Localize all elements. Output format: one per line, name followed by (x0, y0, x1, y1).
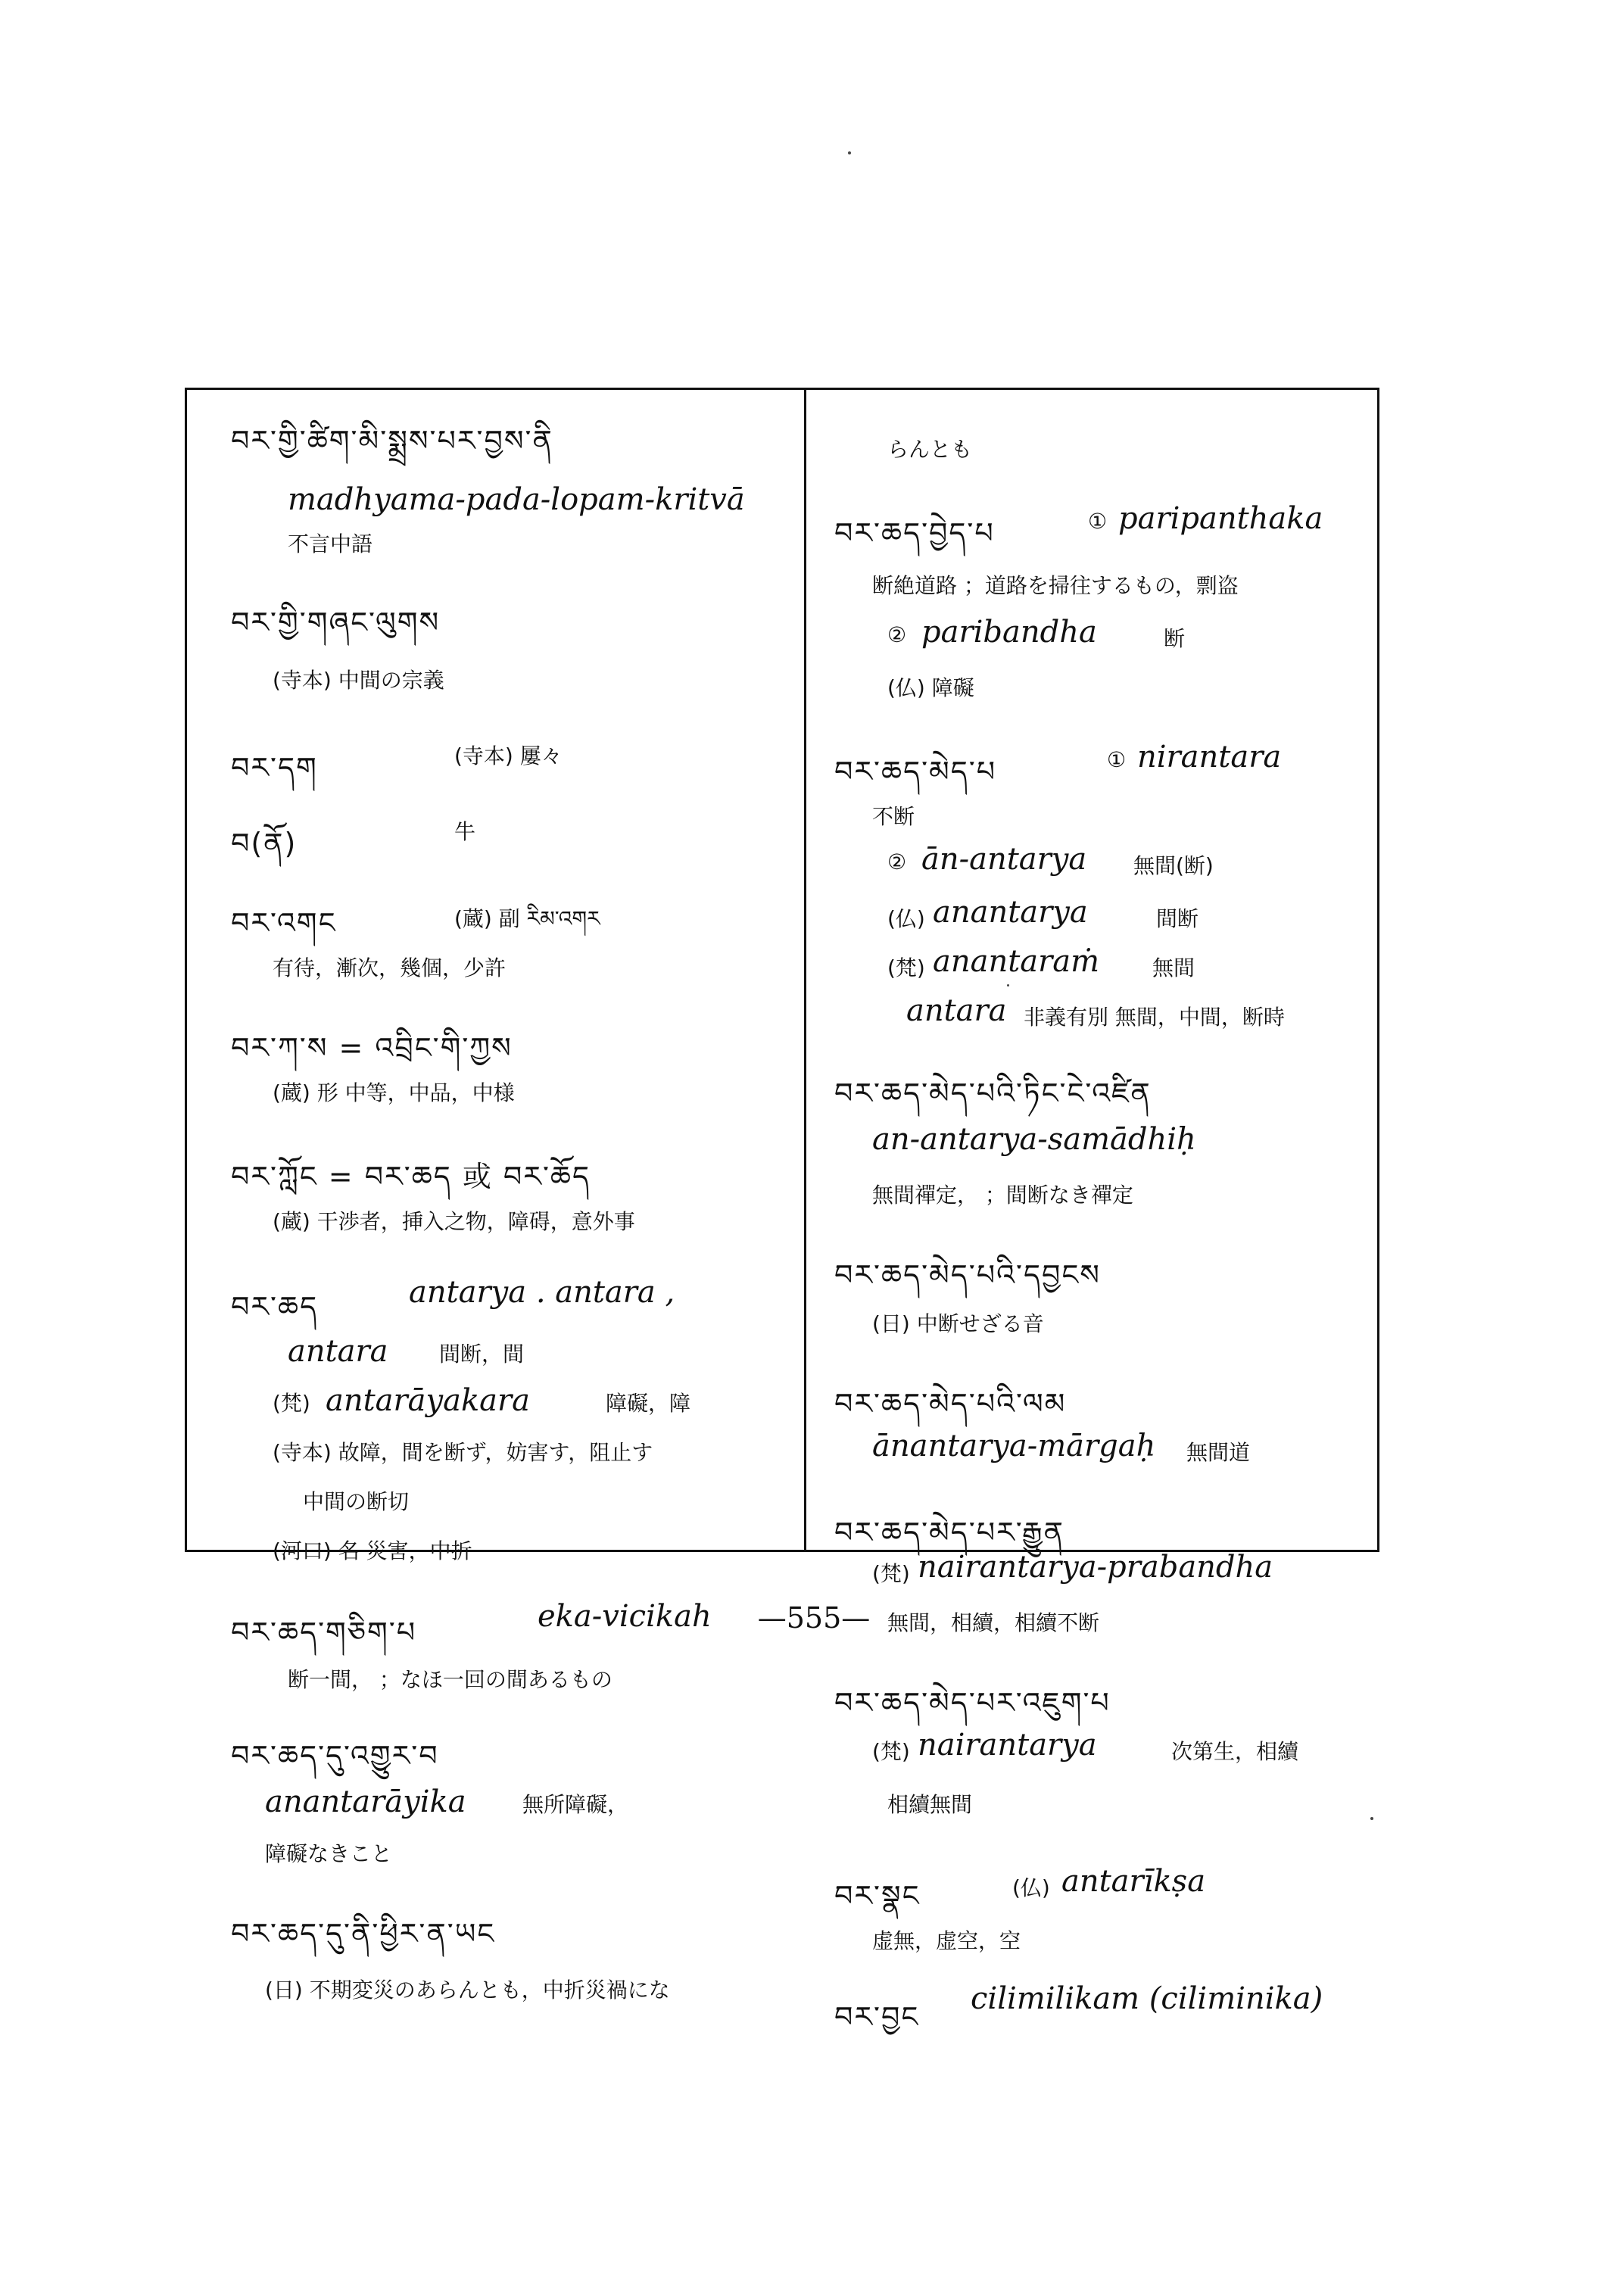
japanese-gloss: (日) 中断せざる音 (872, 1311, 1044, 1336)
japanese-gloss: 障礙なきこと (265, 1841, 393, 1866)
japanese-gloss: ① (1088, 509, 1108, 534)
sanskrit-term: paribandha (921, 615, 1097, 650)
sanskrit-term: nirantara (1137, 740, 1282, 775)
japanese-gloss: (寺本) 故障，間を断ず，妨害す，阻止す (273, 1440, 653, 1465)
japanese-gloss: 中間の断切 (303, 1489, 410, 1514)
tibetan-headword: བར་ཆད་གཅིག་པ (231, 1616, 417, 1649)
tibetan-headword: བར་ཆད་མེད་པའི་ལམ (834, 1387, 1067, 1420)
sanskrit-term: madhyama-pada-lopam-kritvā (288, 482, 745, 517)
japanese-gloss: 無間禪定， ；間断なき禪定 (872, 1183, 1133, 1208)
tibetan-headword: བར་གྱི་ཚིག་མི་སྨྲས་པར་བྱས་ནི (231, 424, 553, 457)
japanese-gloss: ② (887, 622, 907, 647)
scan-speck (1370, 1817, 1373, 1820)
right-column (819, 388, 1372, 2034)
japanese-gloss: 障礙，障 (606, 1391, 691, 1416)
page-number: —555— (757, 1601, 871, 1635)
tibetan-headword: བར་ཆད་མེད་པར་འཇུག་པ (834, 1686, 1111, 1719)
tibetan-headword: བར་ཆད་དུ་ནི་ཕྱིར་ན་ཡང (231, 1917, 496, 1950)
japanese-gloss: (仏) 障礙 (887, 675, 974, 700)
japanese-gloss: (河口) 名 災害，中折 (273, 1538, 472, 1563)
japanese-gloss: (梵) (273, 1391, 310, 1416)
tibetan-headword: བར་ཆད་མེད་པའི་ཏིང་ངེ་འཛིན (834, 1077, 1152, 1110)
japanese-gloss: 有待，漸次，幾個，少許 (273, 955, 507, 980)
tibetan-headword: བར་ཆད་མེད་པ (834, 755, 997, 788)
sanskrit-term: paripanthaka (1118, 501, 1323, 536)
japanese-gloss: (仏) (887, 906, 925, 931)
tibetan-headword: བར་ཆད (231, 1290, 319, 1323)
sanskrit-term: ānantarya-mārgaḥ (872, 1429, 1156, 1463)
japanese-gloss: ② (887, 849, 907, 874)
tibetan-headword: བར་ཆད་མེད་པར་རྒྱུན (834, 1516, 1064, 1549)
japanese-gloss: らんとも (887, 437, 973, 462)
japanese-gloss: 断 (1164, 626, 1186, 651)
sanskrit-term: nairantarya-prabandha (918, 1550, 1273, 1585)
sanskrit-term: an-antarya-samādhiḥ (872, 1122, 1196, 1157)
japanese-gloss: 虚無，虚空，空 (872, 1928, 1021, 1953)
japanese-gloss: (蔵) 副 རིམ་འགར (454, 906, 600, 931)
japanese-gloss: 不断 (872, 804, 915, 829)
sanskrit-term: cilimilikam (ciliminika) (971, 1981, 1323, 2016)
tibetan-headword: བར་ཆད་མེད་པའི་དབྱངས (834, 1258, 1101, 1292)
japanese-gloss: (日) 不期変災のあらんとも，中折災禍にな (265, 1978, 670, 2003)
tibetan-headword: བར་བྱང (834, 2000, 920, 2034)
japanese-gloss: (梵) (887, 955, 925, 980)
japanese-gloss: (仏) (1012, 1875, 1050, 1900)
column-divider (804, 388, 806, 1552)
japanese-gloss: (梵) (872, 1561, 910, 1586)
japanese-gloss: 不言中語 (288, 531, 373, 556)
japanese-gloss: 相續無間 (887, 1792, 973, 1817)
japanese-gloss: (梵) (872, 1739, 910, 1764)
japanese-gloss: 断絶道路 ；道路を掃往するもの，剽盗 (872, 573, 1239, 598)
japanese-gloss: 無間道 (1186, 1440, 1251, 1465)
japanese-gloss: ① (1107, 747, 1127, 772)
sanskrit-term: antarāyakara (326, 1383, 530, 1418)
japanese-gloss: 間断 (1156, 906, 1199, 931)
sanskrit-term: antara (906, 993, 1007, 1028)
sanskrit-term: nairantarya (918, 1728, 1097, 1763)
sanskrit-term: anantarāyika (265, 1784, 466, 1819)
tibetan-headword: བར་ཀ་ས = འབྲིང་གི་ཀྱས (231, 1031, 513, 1064)
japanese-gloss: (寺本) 屢々 (454, 743, 563, 768)
tibetan-headword: བར་གྱི་གཞང་ལུགས (231, 606, 441, 639)
japanese-gloss: 非義有別 無間，中間，断時 (1024, 1005, 1285, 1030)
japanese-gloss: 無間(断) (1133, 853, 1214, 878)
japanese-gloss: 無所障礙， (522, 1792, 629, 1817)
sanskrit-term: ān-antarya (921, 842, 1087, 877)
scan-speck (1007, 984, 1009, 986)
japanese-gloss: (寺本) 中間の宗義 (273, 668, 444, 693)
scan-speck (848, 151, 851, 154)
japanese-gloss: 間断，間 (439, 1342, 525, 1367)
japanese-gloss: (蔵) 干渉者，挿入之物，障碍，意外事 (273, 1209, 635, 1234)
sanskrit-term: anantaraṁ (933, 944, 1100, 979)
japanese-gloss: 無間 (1152, 955, 1195, 980)
sanskrit-term: antarya . antara , (409, 1275, 675, 1310)
tibetan-headword: བར་ཆད་དུ་འགྱུར་བ (231, 1739, 439, 1772)
japanese-gloss: 次第生，相續 (1171, 1739, 1299, 1764)
tibetan-headword: བ(ནོ) (231, 827, 298, 860)
japanese-gloss: 断一間， ；なほ一回の間あるもの (288, 1667, 613, 1692)
tibetan-headword: བར་སྣང (834, 1879, 921, 1912)
sanskrit-term: antarīkṣa (1061, 1864, 1206, 1899)
japanese-gloss: (蔵) 形 中等，中品，中様 (273, 1080, 515, 1105)
japanese-gloss: 無間，相續，相續不断 (887, 1610, 1100, 1635)
tibetan-headword: བར་ཆད་བྱེད་པ (834, 516, 995, 550)
tibetan-headword: བར་དག (231, 751, 318, 784)
tibetan-headword: བར་ཀློང = བར་ཆད 或 བར་ཆོད (231, 1160, 591, 1193)
left-column (204, 388, 795, 2003)
tibetan-headword: བར་འགང (231, 906, 337, 940)
sanskrit-term: anantarya (933, 895, 1088, 930)
japanese-gloss: 牛 (454, 819, 476, 844)
sanskrit-term: eka-vicikah (538, 1599, 712, 1634)
sanskrit-term: antara (288, 1334, 388, 1369)
